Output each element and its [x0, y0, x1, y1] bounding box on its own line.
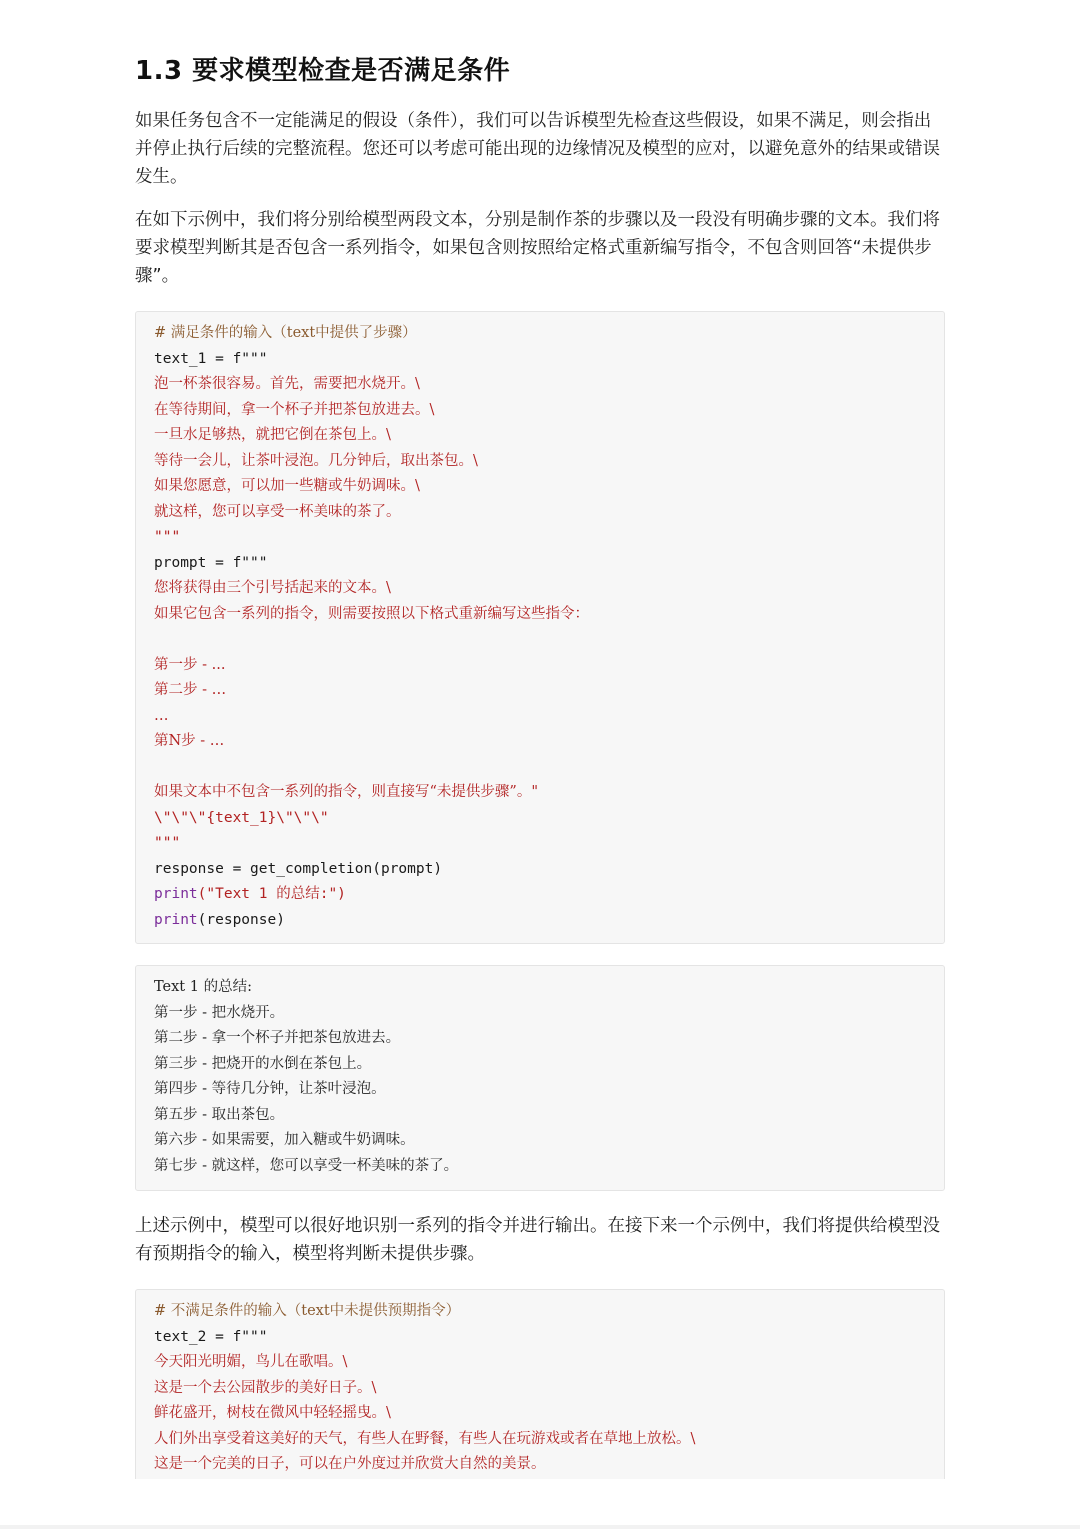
code-string-line: 鲜花盛开，树枝在微风中轻轻摇曳。\: [154, 1405, 391, 1421]
code-string-line: 如果文本中不包含一系列的指令，则直接写“未提供步骤”。": [154, 784, 538, 800]
intro-paragraph: 如果任务包含不一定能满足的假设（条件），我们可以告诉模型先检查这些假设，如果不满足，则会指出并停止执行后续的完整流程。您还可以考虑可能出现的边缘情况及模型的应对，以避免意外的结果或错误发生。: [135, 111, 940, 187]
code-string-line: 第一步 - ...: [154, 657, 226, 673]
code-comment: # 不满足条件的输入（text中未提供预期指令）: [154, 1303, 461, 1319]
print-argument: (response): [197, 912, 285, 928]
code-print-line: [154, 909, 285, 931]
example-paragraph: 在如下示例中，我们将分别给模型两段文本，分别是制作茶的步骤以及一段没有明确步骤的文本。我们将要求模型判断其是否包含一系列指令，如果包含则按照给定格式重新编写指令，不包含则回答“未提供步骤”。: [135, 210, 940, 286]
code-string-line: 这是一个完美的日子，可以在户外度过并欣赏大自然的美景。: [154, 1456, 546, 1472]
code-string-line: 如果您愿意，可以加一些糖或牛奶调味。\: [154, 478, 420, 494]
code-string-line: 今天阳光明媚，鸟儿在歌唱。\: [154, 1354, 348, 1370]
code-string-line: 这是一个去公园散步的美好日子。\: [154, 1380, 377, 1396]
output-line: 第四步 - 等待几分钟，让茶叶浸泡。: [154, 1081, 386, 1097]
code-line: prompt = f""": [154, 555, 268, 571]
print-keyword: print: [154, 912, 198, 928]
print-keyword: print: [154, 886, 198, 902]
code-string-line: 第二步 - …: [154, 682, 227, 698]
code-string-line: 第N步 - …: [154, 733, 225, 749]
code-print-line: [154, 883, 346, 905]
output-line: 第一步 - 把水烧开。: [154, 1005, 285, 1021]
code-string-line: 泡一杯茶很容易。首先，需要把水烧开。\: [154, 376, 420, 392]
code-string-line: """: [154, 835, 181, 851]
code-string-line: 在等待期间，拿一个杯子并把茶包放进去。\: [154, 402, 435, 418]
page-bottom-divider: [0, 1525, 1080, 1529]
output-line: 第七步 - 就这样，您可以享受一杯美味的茶了。: [154, 1158, 459, 1174]
code-string-line: 您将获得由三个引号括起来的文本。\: [154, 580, 391, 596]
code-line: response = get_completion(prompt): [154, 861, 443, 877]
code-line: text_1 = f""": [154, 351, 268, 367]
code-string-line: \"\"\"{text_1}\"\"\": [154, 810, 329, 826]
output-line: 第五步 - 取出茶包。: [154, 1107, 285, 1123]
output-line: 第二步 - 拿一个杯子并把茶包放进去。: [154, 1030, 401, 1046]
code-string-line: 就这样，您可以享受一杯美味的茶了。: [154, 504, 401, 520]
code-string-line: """: [154, 529, 181, 545]
code-block-2: [135, 1289, 945, 1479]
output-line: 第三步 - 把烧开的水倒在茶包上。: [154, 1056, 372, 1072]
output-line: 第六步 - 如果需要，加入糖或牛奶调味。: [154, 1132, 415, 1148]
code-string-line: 如果它包含一系列的指令，则需要按照以下格式重新编写这些指令：: [154, 606, 589, 622]
print-argument: ("Text 1 的总结:"): [197, 886, 346, 902]
code-string-line: 等待一会儿，让茶叶浸泡。几分钟后，取出茶包。\: [154, 453, 478, 469]
output-title: Text 1 的总结:: [154, 979, 252, 995]
code-line: text_2 = f""": [154, 1329, 268, 1345]
code-string-line: 人们外出享受着这美好的天气，有些人在野餐，有些人在玩游戏或者在草地上放松。\: [154, 1431, 696, 1447]
code-comment: # 满足条件的输入（text中提供了步骤）: [154, 325, 417, 341]
code-string-line: 一旦水足够热，就把它倒在茶包上。\: [154, 427, 391, 443]
output-block-1: [135, 965, 945, 1191]
followup-paragraph: 上述示例中，模型可以很好地识别一系列的指令并进行输出。在接下来一个示例中，我们将提供给模型没有预期指令的输入，模型将判断未提供步骤。: [135, 1216, 940, 1264]
section-heading: 1.3 要求模型检查是否满足条件: [135, 56, 511, 86]
code-block-1: [135, 311, 945, 944]
code-string-line: …: [154, 708, 169, 724]
